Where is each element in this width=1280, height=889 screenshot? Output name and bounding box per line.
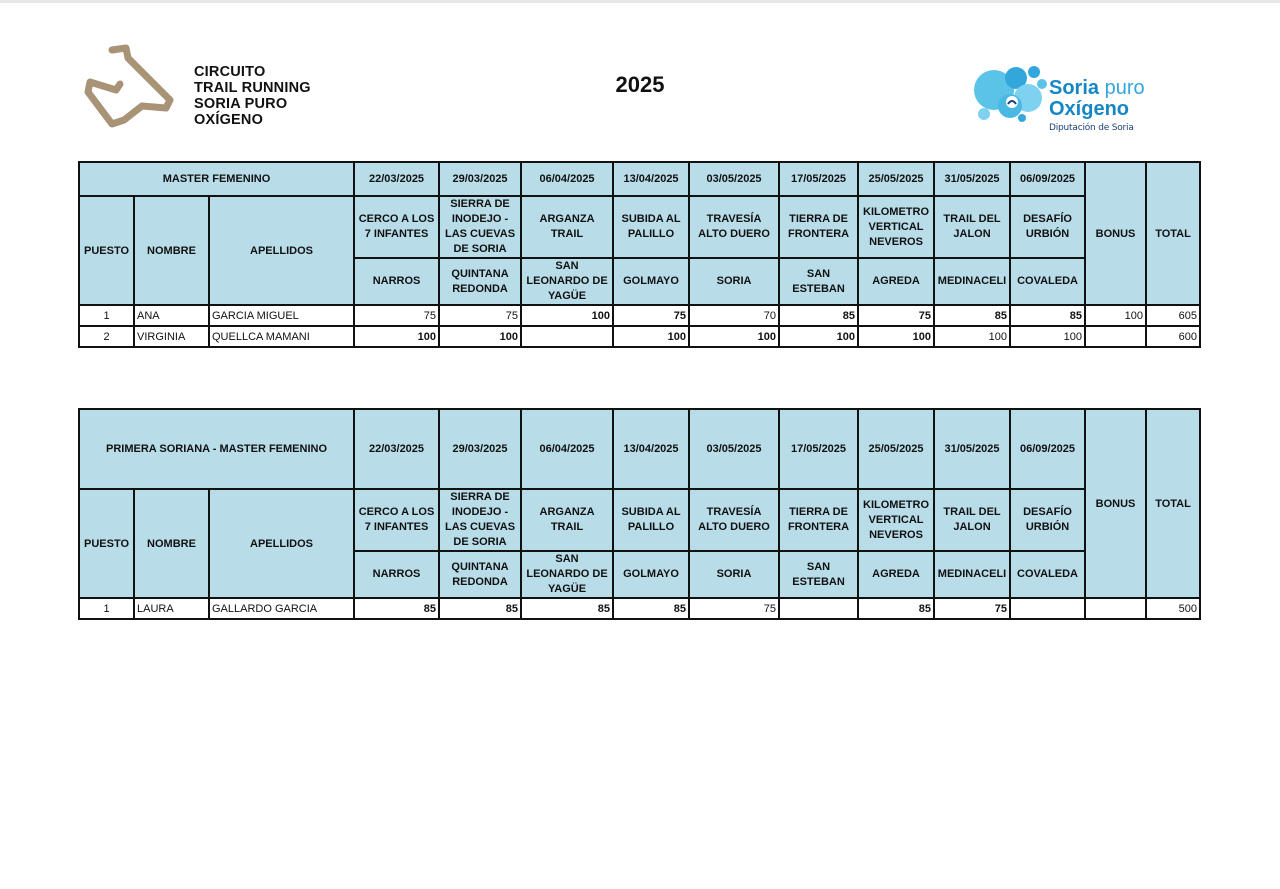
logo-word-oxigeno: Oxígeno	[1049, 98, 1130, 120]
race-name: ARGANZA TRAIL	[521, 196, 613, 258]
race-date: 22/03/2025	[354, 162, 439, 196]
score-cell: 85	[779, 305, 858, 326]
logo-word-puro: puro	[1104, 77, 1145, 99]
race-name: TRAIL DEL JALON	[934, 489, 1010, 551]
top-border-line	[0, 0, 1280, 3]
apellidos-cell: QUELLCA MAMANI	[209, 326, 354, 347]
score-cell: 85	[934, 305, 1010, 326]
score-cell: 100	[354, 326, 439, 347]
puesto-cell: 1	[79, 598, 134, 619]
score-cell: 100	[613, 326, 689, 347]
score-cell: 75	[613, 305, 689, 326]
race-location: QUINTANA REDONDA	[439, 258, 521, 305]
soria-puro-oxigeno-logo-text	[1049, 78, 1145, 120]
race-location: GOLMAYO	[613, 551, 689, 598]
race-date: 25/05/2025	[858, 162, 934, 196]
bonus-cell: 100	[1085, 305, 1146, 326]
bonus-header: BONUS	[1085, 409, 1146, 598]
nombre-header: NOMBRE	[134, 196, 209, 305]
puesto-cell: 2	[79, 326, 134, 347]
apellidos-header: APELLIDOS	[209, 489, 354, 598]
ranking-table-master-femenino	[78, 161, 1201, 348]
logo-word-soria: Soria	[1049, 77, 1100, 99]
race-name: KILOMETRO VERTICAL NEVEROS	[858, 489, 934, 551]
bonus-cell	[1085, 598, 1146, 619]
score-cell	[779, 598, 858, 619]
race-location: COVALEDA	[1010, 551, 1085, 598]
race-date: 29/03/2025	[439, 162, 521, 196]
table-row	[79, 305, 1200, 326]
score-cell: 85	[521, 598, 613, 619]
score-cell: 100	[689, 326, 779, 347]
nombre-cell: ANA	[134, 305, 209, 326]
race-name: SUBIDA AL PALILLO	[613, 196, 689, 258]
race-date: 22/03/2025	[354, 409, 439, 489]
race-name: SIERRA DE INODEJO - LAS CUEVAS DE SORIA	[439, 489, 521, 551]
race-location: AGREDA	[858, 551, 934, 598]
race-location: MEDINACELI	[934, 551, 1010, 598]
score-cell	[521, 326, 613, 347]
score-cell: 75	[858, 305, 934, 326]
score-cell: 100	[439, 326, 521, 347]
race-name: CERCO A LOS 7 INFANTES	[354, 489, 439, 551]
trail-path-logo-icon	[82, 42, 182, 128]
race-date: 31/05/2025	[934, 162, 1010, 196]
logo-line-3: SORIA PURO	[194, 96, 288, 112]
race-date: 29/03/2025	[439, 409, 521, 489]
diputacion-subtitle: Diputación de Soria	[1049, 123, 1134, 133]
race-name: CERCO A LOS 7 INFANTES	[354, 196, 439, 258]
table-title: MASTER FEMENINO	[79, 162, 354, 196]
race-location: MEDINACELI	[934, 258, 1010, 305]
nombre-cell: VIRGINIA	[134, 326, 209, 347]
score-cell: 75	[934, 598, 1010, 619]
score-cell: 85	[1010, 305, 1085, 326]
race-location: SAN ESTEBAN	[779, 551, 858, 598]
race-location: SORIA	[689, 258, 779, 305]
race-date: 17/05/2025	[779, 409, 858, 489]
score-cell	[1010, 598, 1085, 619]
race-name: DESAFÍO URBIÓN	[1010, 196, 1085, 258]
race-date: 06/04/2025	[521, 409, 613, 489]
circuit-logo-text	[194, 64, 311, 128]
apellidos-cell: GALLARDO GARCIA	[209, 598, 354, 619]
score-cell: 85	[439, 598, 521, 619]
race-name: TRAVESÍA ALTO DUERO	[689, 489, 779, 551]
race-location: GOLMAYO	[613, 258, 689, 305]
race-name: ARGANZA TRAIL	[521, 489, 613, 551]
total-header: TOTAL	[1146, 162, 1200, 305]
race-name: SUBIDA AL PALILLO	[613, 489, 689, 551]
race-name: TIERRA DE FRONTERA	[779, 489, 858, 551]
score-cell: 100	[1010, 326, 1085, 347]
puesto-header: PUESTO	[79, 196, 134, 305]
page-title-year: 2025	[615, 72, 665, 97]
apellidos-cell: GARCIA MIGUEL	[209, 305, 354, 326]
race-name: DESAFÍO URBIÓN	[1010, 489, 1085, 551]
puesto-cell: 1	[79, 305, 134, 326]
score-cell: 100	[779, 326, 858, 347]
bonus-header: BONUS	[1085, 162, 1146, 305]
race-location: NARROS	[354, 258, 439, 305]
race-date: 17/05/2025	[779, 162, 858, 196]
race-date: 06/09/2025	[1010, 409, 1085, 489]
race-name: TRAVESÍA ALTO DUERO	[689, 196, 779, 258]
score-cell: 100	[858, 326, 934, 347]
race-date: 03/05/2025	[689, 409, 779, 489]
nombre-cell: LAURA	[134, 598, 209, 619]
score-cell: 75	[689, 598, 779, 619]
score-cell: 75	[439, 305, 521, 326]
table-row	[79, 598, 1200, 619]
total-cell: 605	[1146, 305, 1200, 326]
nombre-header: NOMBRE	[134, 489, 209, 598]
logo-line-1: CIRCUITO	[194, 64, 266, 80]
race-location: COVALEDA	[1010, 258, 1085, 305]
puesto-header: PUESTO	[79, 489, 134, 598]
race-name: TIERRA DE FRONTERA	[779, 196, 858, 258]
table-row	[79, 326, 1200, 347]
oxygen-bubbles-logo-icon	[972, 62, 1052, 124]
race-location: QUINTANA REDONDA	[439, 551, 521, 598]
bonus-cell	[1085, 326, 1146, 347]
race-location: NARROS	[354, 551, 439, 598]
table-title: PRIMERA SORIANA - MASTER FEMENINO	[79, 409, 354, 489]
score-cell: 85	[354, 598, 439, 619]
race-date: 31/05/2025	[934, 409, 1010, 489]
race-date: 06/04/2025	[521, 162, 613, 196]
total-header: TOTAL	[1146, 409, 1200, 598]
apellidos-header: APELLIDOS	[209, 196, 354, 305]
race-location: SORIA	[689, 551, 779, 598]
logo-line-4: OXÍGENO	[194, 112, 264, 128]
total-cell: 500	[1146, 598, 1200, 619]
race-location: SAN ESTEBAN	[779, 258, 858, 305]
race-name: SIERRA DE INODEJO - LAS CUEVAS DE SORIA	[439, 196, 521, 258]
score-cell: 85	[613, 598, 689, 619]
race-date: 13/04/2025	[613, 162, 689, 196]
score-cell: 85	[858, 598, 934, 619]
race-date: 06/09/2025	[1010, 162, 1085, 196]
race-location: SAN LEONARDO DE YAGÜE	[521, 551, 613, 598]
score-cell: 70	[689, 305, 779, 326]
race-name: KILOMETRO VERTICAL NEVEROS	[858, 196, 934, 258]
score-cell: 75	[354, 305, 439, 326]
race-name: TRAIL DEL JALON	[934, 196, 1010, 258]
score-cell: 100	[934, 326, 1010, 347]
race-location: SAN LEONARDO DE YAGÜE	[521, 258, 613, 305]
total-cell: 600	[1146, 326, 1200, 347]
ranking-table-primera-soriana	[78, 408, 1201, 620]
race-date: 25/05/2025	[858, 409, 934, 489]
race-date: 13/04/2025	[613, 409, 689, 489]
logo-line-2: TRAIL RUNNING	[194, 80, 311, 96]
race-date: 03/05/2025	[689, 162, 779, 196]
race-location: AGREDA	[858, 258, 934, 305]
score-cell: 100	[521, 305, 613, 326]
